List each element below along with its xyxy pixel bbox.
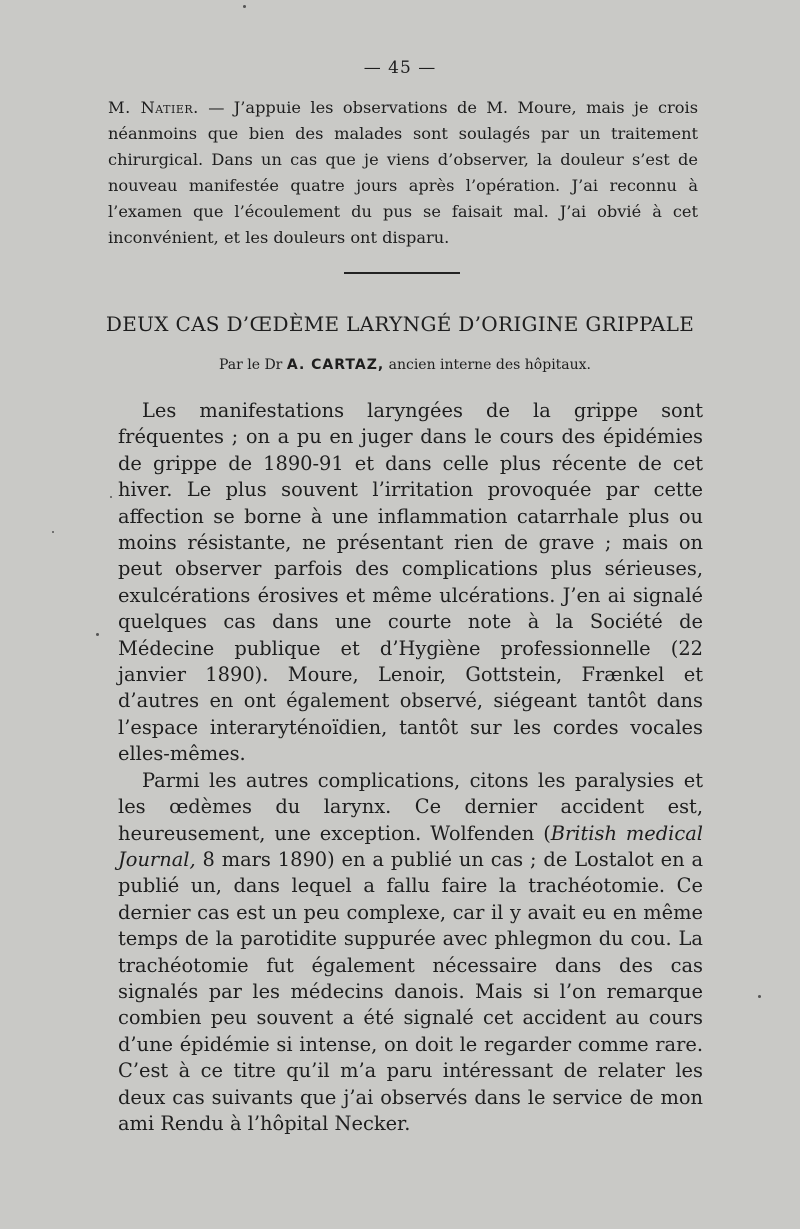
journal-title: British medical Journal, (118, 821, 703, 871)
byline-suffix: ancien interne des hôpitaux. (384, 357, 592, 373)
paragraph-2 (118, 768, 703, 1138)
section-separator (344, 272, 460, 274)
article-byline (0, 357, 800, 373)
paper-speck (52, 531, 54, 533)
paragraph-2-text-b: 8 mars 1890) en a publié un cas ; de Lostalot en a publié un, dans lequel a fallu faire la trachéotomie. Ce dernier cas est un peu complexe, car il y avait eu en même temps de la parotidite suppurée avec phlegmon du cou. La trachéotomie fut également nécessaire dans des cas signalés par les médecins danois. Mais si l’on remarque combien peu souvent a été signalé cet accident au cours d’une épidémie si intense, on doit le regarder comme rare. C’est à ce titre qu’il m’a paru intéressant de relater les deux cas suivants que j’ai observés dans le service de mon ami Rendu à l’hôpital Necker. (118, 847, 703, 1135)
article-title: DEUX CAS D’ŒDÈME LARYNGÉ D’ORIGINE GRIPPALE (105, 312, 695, 336)
article-body (118, 398, 703, 1137)
paper-speck (758, 995, 761, 998)
paragraph-1: Les manifestations laryngées de la grippe sont fréquentes ; on a pu en juger dans le cours des épidémies de grippe de 1890-91 et dans celle plus récente de cet hiver. Le plus souvent l’irritation provoquée par cette affection se borne à une inflammation catarrhale plus ou moins résistante, ne présentant rien de grave ; mais on peut observer parfois des complications plus sérieuses, exulcérations érosives et même ulcérations. J’en ai signalé quelques cas dans une courte note à la Société de Médecine publique et d’Hygiène professionnelle (22 janvier 1890). Moure, Lenoir, Gottstein, Frænkel et d’autres en ont également observé, siégeant tantôt dans l’espace interaryténoïdien, tantôt sur les cordes vocales elles-mêmes. (118, 399, 703, 766)
paragraph-2-text-a: Parmi les autres complications, citons les paralysies et les œdèmes du larynx. Ce dernier accident est, heureusement, une exception. Wolfenden ( (118, 768, 703, 845)
remark-text: — J’appuie les observations de M. Moure, mais je crois néanmoins que bien des malades sont soulagés par un traitement chirurgical. Dans un cas que je viens d’observer, la douleur s’est de nouveau manifestée quatre jours après l’opération. J’ai reconnu à l’examen que l’écoulement du pus se faisait mal. J’ai obvié à cet inconvénient, et les douleurs ont disparu. (108, 98, 699, 247)
speaker-name: M. Natier. (108, 98, 199, 117)
page-number: — 45 — (363, 58, 437, 78)
discussion-remark (108, 95, 698, 251)
byline-prefix: Par le Dr (218, 357, 287, 373)
paper-speck (243, 5, 246, 8)
paper-speck (96, 633, 99, 636)
author-name: A. CARTAZ, (286, 357, 385, 373)
paper-speck (110, 496, 112, 498)
